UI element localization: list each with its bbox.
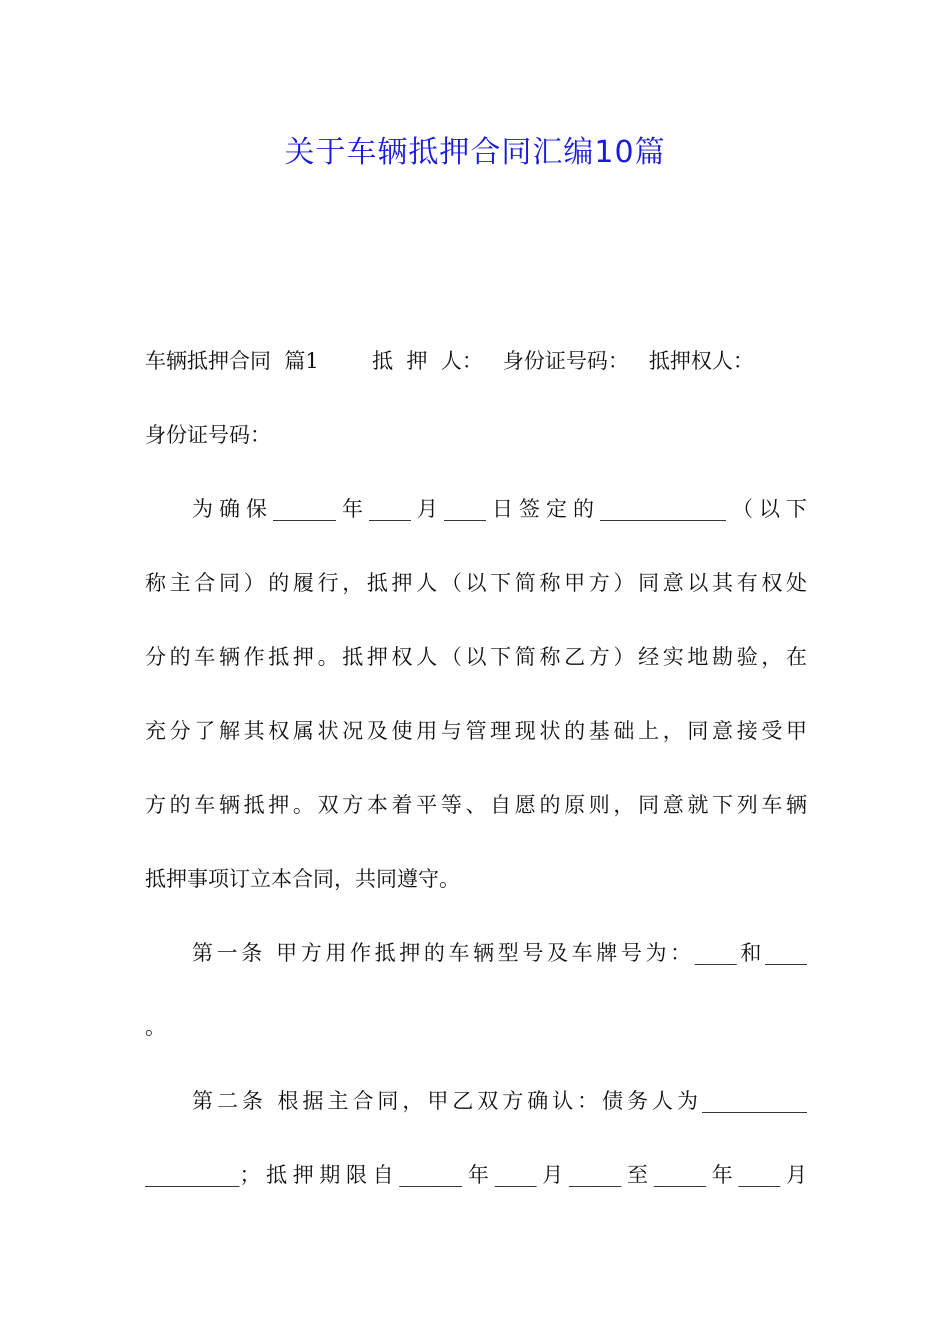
body-line: 充分了解其权属状况及使用与管理现状的基础上，同意接受甲 (145, 719, 807, 743)
body-line: 身份证号码： (145, 423, 271, 447)
body-line: 为确保______年____月____日签定的____________（以下 (192, 497, 807, 521)
body-line: 。 (145, 1015, 166, 1039)
body-line: _________；抵押期限自______年____月_____至_____年____月 (145, 1163, 807, 1187)
document-title: 关于车辆抵押合同汇编10篇 (284, 135, 666, 170)
body-line: 称主合同）的履行，抵押人（以下简称甲方）同意以其有权处 (145, 571, 807, 595)
body-line: 抵押事项订立本合同，共同遵守。 (145, 867, 460, 891)
contract-header-line: 车辆抵押合同 篇1 抵 押 人： 身份证号码： 抵押权人： (145, 349, 754, 373)
article-one-line: 第一条 甲方用作抵押的车辆型号及车牌号为：____和____ (192, 941, 807, 965)
article-two-line: 第二条 根据主合同，甲乙双方确认：债务人为__________ (192, 1089, 807, 1113)
body-line: 方的车辆抵押。双方本着平等、自愿的原则，同意就下列车辆 (145, 793, 807, 817)
document-body (145, 340, 807, 1228)
body-line: 分的车辆作抵押。抵押权人（以下简称乙方）经实地勘验，在 (145, 645, 807, 669)
